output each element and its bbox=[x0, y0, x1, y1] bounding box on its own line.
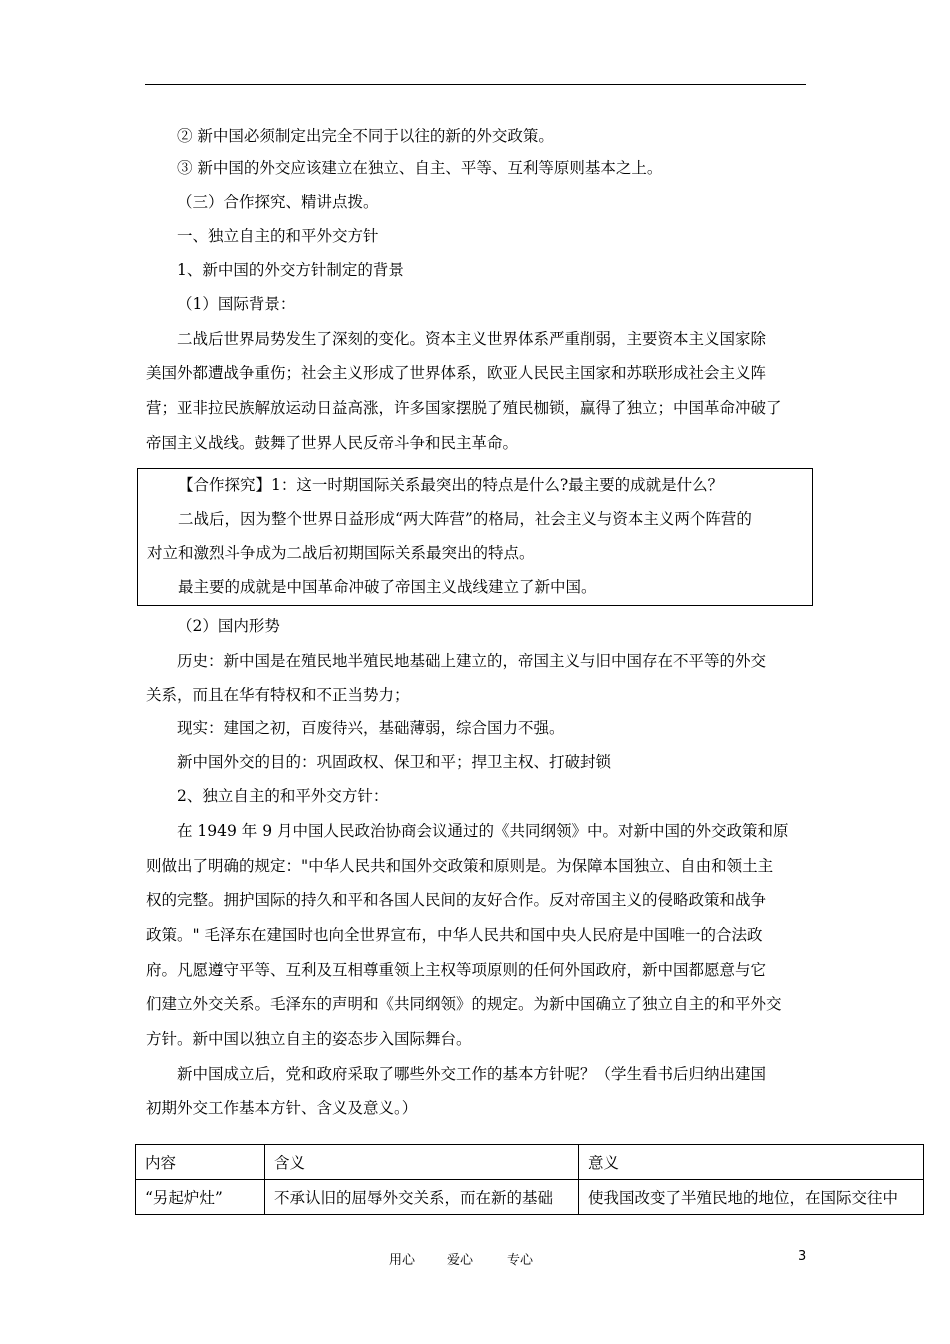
point-2: ② 新中国必须制定出完全不同于以往的新的外交政策。 bbox=[177, 127, 554, 145]
inquiry-answer-line: 二战后，因为整个世界日益形成“两大阵营”的格局，社会主义与资本主义两个阵营的 bbox=[178, 510, 752, 528]
footer-motto: 爱心 bbox=[447, 1253, 474, 1268]
paragraph-line: 初期外交工作基本方针、含义及意义。） bbox=[146, 1099, 418, 1117]
table-header-cell: 内容 bbox=[136, 1145, 265, 1180]
header-rule bbox=[145, 84, 806, 85]
paragraph-line: 们建立外交关系。毛泽东的声明和《共同纲领》的规定。为新中国确立了独立自主的和平外交 bbox=[146, 995, 782, 1013]
table-cell: 使我国改变了半殖民地的地位，在国际交往中 bbox=[579, 1180, 924, 1215]
footer-motto: 专心 bbox=[507, 1253, 534, 1268]
paragraph-line: 新中国成立后，党和政府采取了哪些外交工作的基本方针呢？（学生看书后归纳出建国 bbox=[177, 1065, 767, 1083]
subheading-domestic: （2）国内形势 bbox=[177, 617, 280, 635]
paragraph-line: 二战后世界局势发生了深刻的变化。资本主义世界体系严重削弱，主要资本主义国家除 bbox=[177, 330, 767, 348]
inquiry-question: 【合作探究】1：这一时期国际关系最突出的特点是什么?最主要的成就是什么？ bbox=[178, 476, 724, 494]
subheading-international: （1）国际背景： bbox=[177, 295, 296, 313]
paragraph-line: 权的完整。拥护国际的持久和平和各国人民间的友好合作。反对帝国主义的侵略政策和战争 bbox=[146, 891, 767, 909]
inquiry-box bbox=[137, 468, 813, 606]
subheading-policy: 2、独立自主的和平外交方针： bbox=[177, 787, 389, 805]
table-header-cell: 含义 bbox=[265, 1145, 579, 1180]
table-cell: 不承认旧的屈辱外交关系，而在新的基础 bbox=[265, 1180, 579, 1215]
paragraph-line: 美国外都遭战争重伤；社会主义形成了世界体系，欧亚人民民主国家和苏联形成社会主义阵 bbox=[146, 364, 767, 382]
table-header-row bbox=[136, 1145, 924, 1180]
paragraph-line: 政策。" 毛泽东在建国时也向全世界宣布，中华人民共和国中央人民府是中国唯一的合法政 bbox=[146, 926, 763, 944]
section-heading-3: （三）合作探究、精讲点拨。 bbox=[177, 193, 379, 211]
paragraph-line: 关系，而且在华有特权和不正当势力； bbox=[146, 686, 410, 704]
paragraph-line: 在 1949 年 9 月中国人民政治协商会议通过的《共同纲领》中。对新中国的外交政策和原 bbox=[177, 822, 789, 840]
footer-motto: 用心 bbox=[389, 1253, 416, 1268]
inquiry-answer-line: 对立和激烈斗争成为二战后初期国际关系最突出的特点。 bbox=[147, 544, 535, 562]
paragraph-line: 新中国外交的目的：巩固政权、保卫和平；捍卫主权、打破封锁 bbox=[177, 753, 612, 771]
paragraph-line: 方针。新中国以独立自主的姿态步入国际舞台。 bbox=[146, 1030, 472, 1048]
paragraph-line: 营；亚非拉民族解放运动日益高涨，许多国家摆脱了殖民枷锁，赢得了独立；中国革命冲破了 bbox=[146, 399, 782, 417]
paragraph-line: 现实：建国之初，百废待兴，基础薄弱，综合国力不强。 bbox=[177, 719, 565, 737]
topic-heading: 一、独立自主的和平外交方针 bbox=[177, 227, 379, 245]
paragraph-line: 则做出了明确的规定："中华人民共和国外交政策和原则是。为保障本国独立、自由和领土主 bbox=[146, 857, 774, 875]
table-cell: “另起炉灶” bbox=[136, 1180, 265, 1215]
point-3: ③ 新中国的外交应该建立在独立、自主、平等、互利等原则基本之上。 bbox=[177, 159, 663, 177]
table-header-cell: 意义 bbox=[579, 1145, 924, 1180]
paragraph-line: 历史：新中国是在殖民地半殖民地基础上建立的，帝国主义与旧中国存在不平等的外交 bbox=[177, 652, 767, 670]
inquiry-answer-line: 最主要的成就是中国革命冲破了帝国主义战线建立了新中国。 bbox=[178, 578, 597, 596]
table-row bbox=[136, 1180, 924, 1215]
paragraph-line: 府。凡愿遵守平等、互利及互相尊重领上主权等项原则的任何外国政府，新中国都愿意与它 bbox=[146, 961, 767, 979]
page-number: 3 bbox=[798, 1249, 807, 1264]
policy-table bbox=[135, 1144, 924, 1215]
subheading-background: 1、新中国的外交方针制定的背景 bbox=[177, 261, 404, 279]
paragraph-line: 帝国主义战线。鼓舞了世界人民反帝斗争和民主革命。 bbox=[146, 434, 519, 452]
